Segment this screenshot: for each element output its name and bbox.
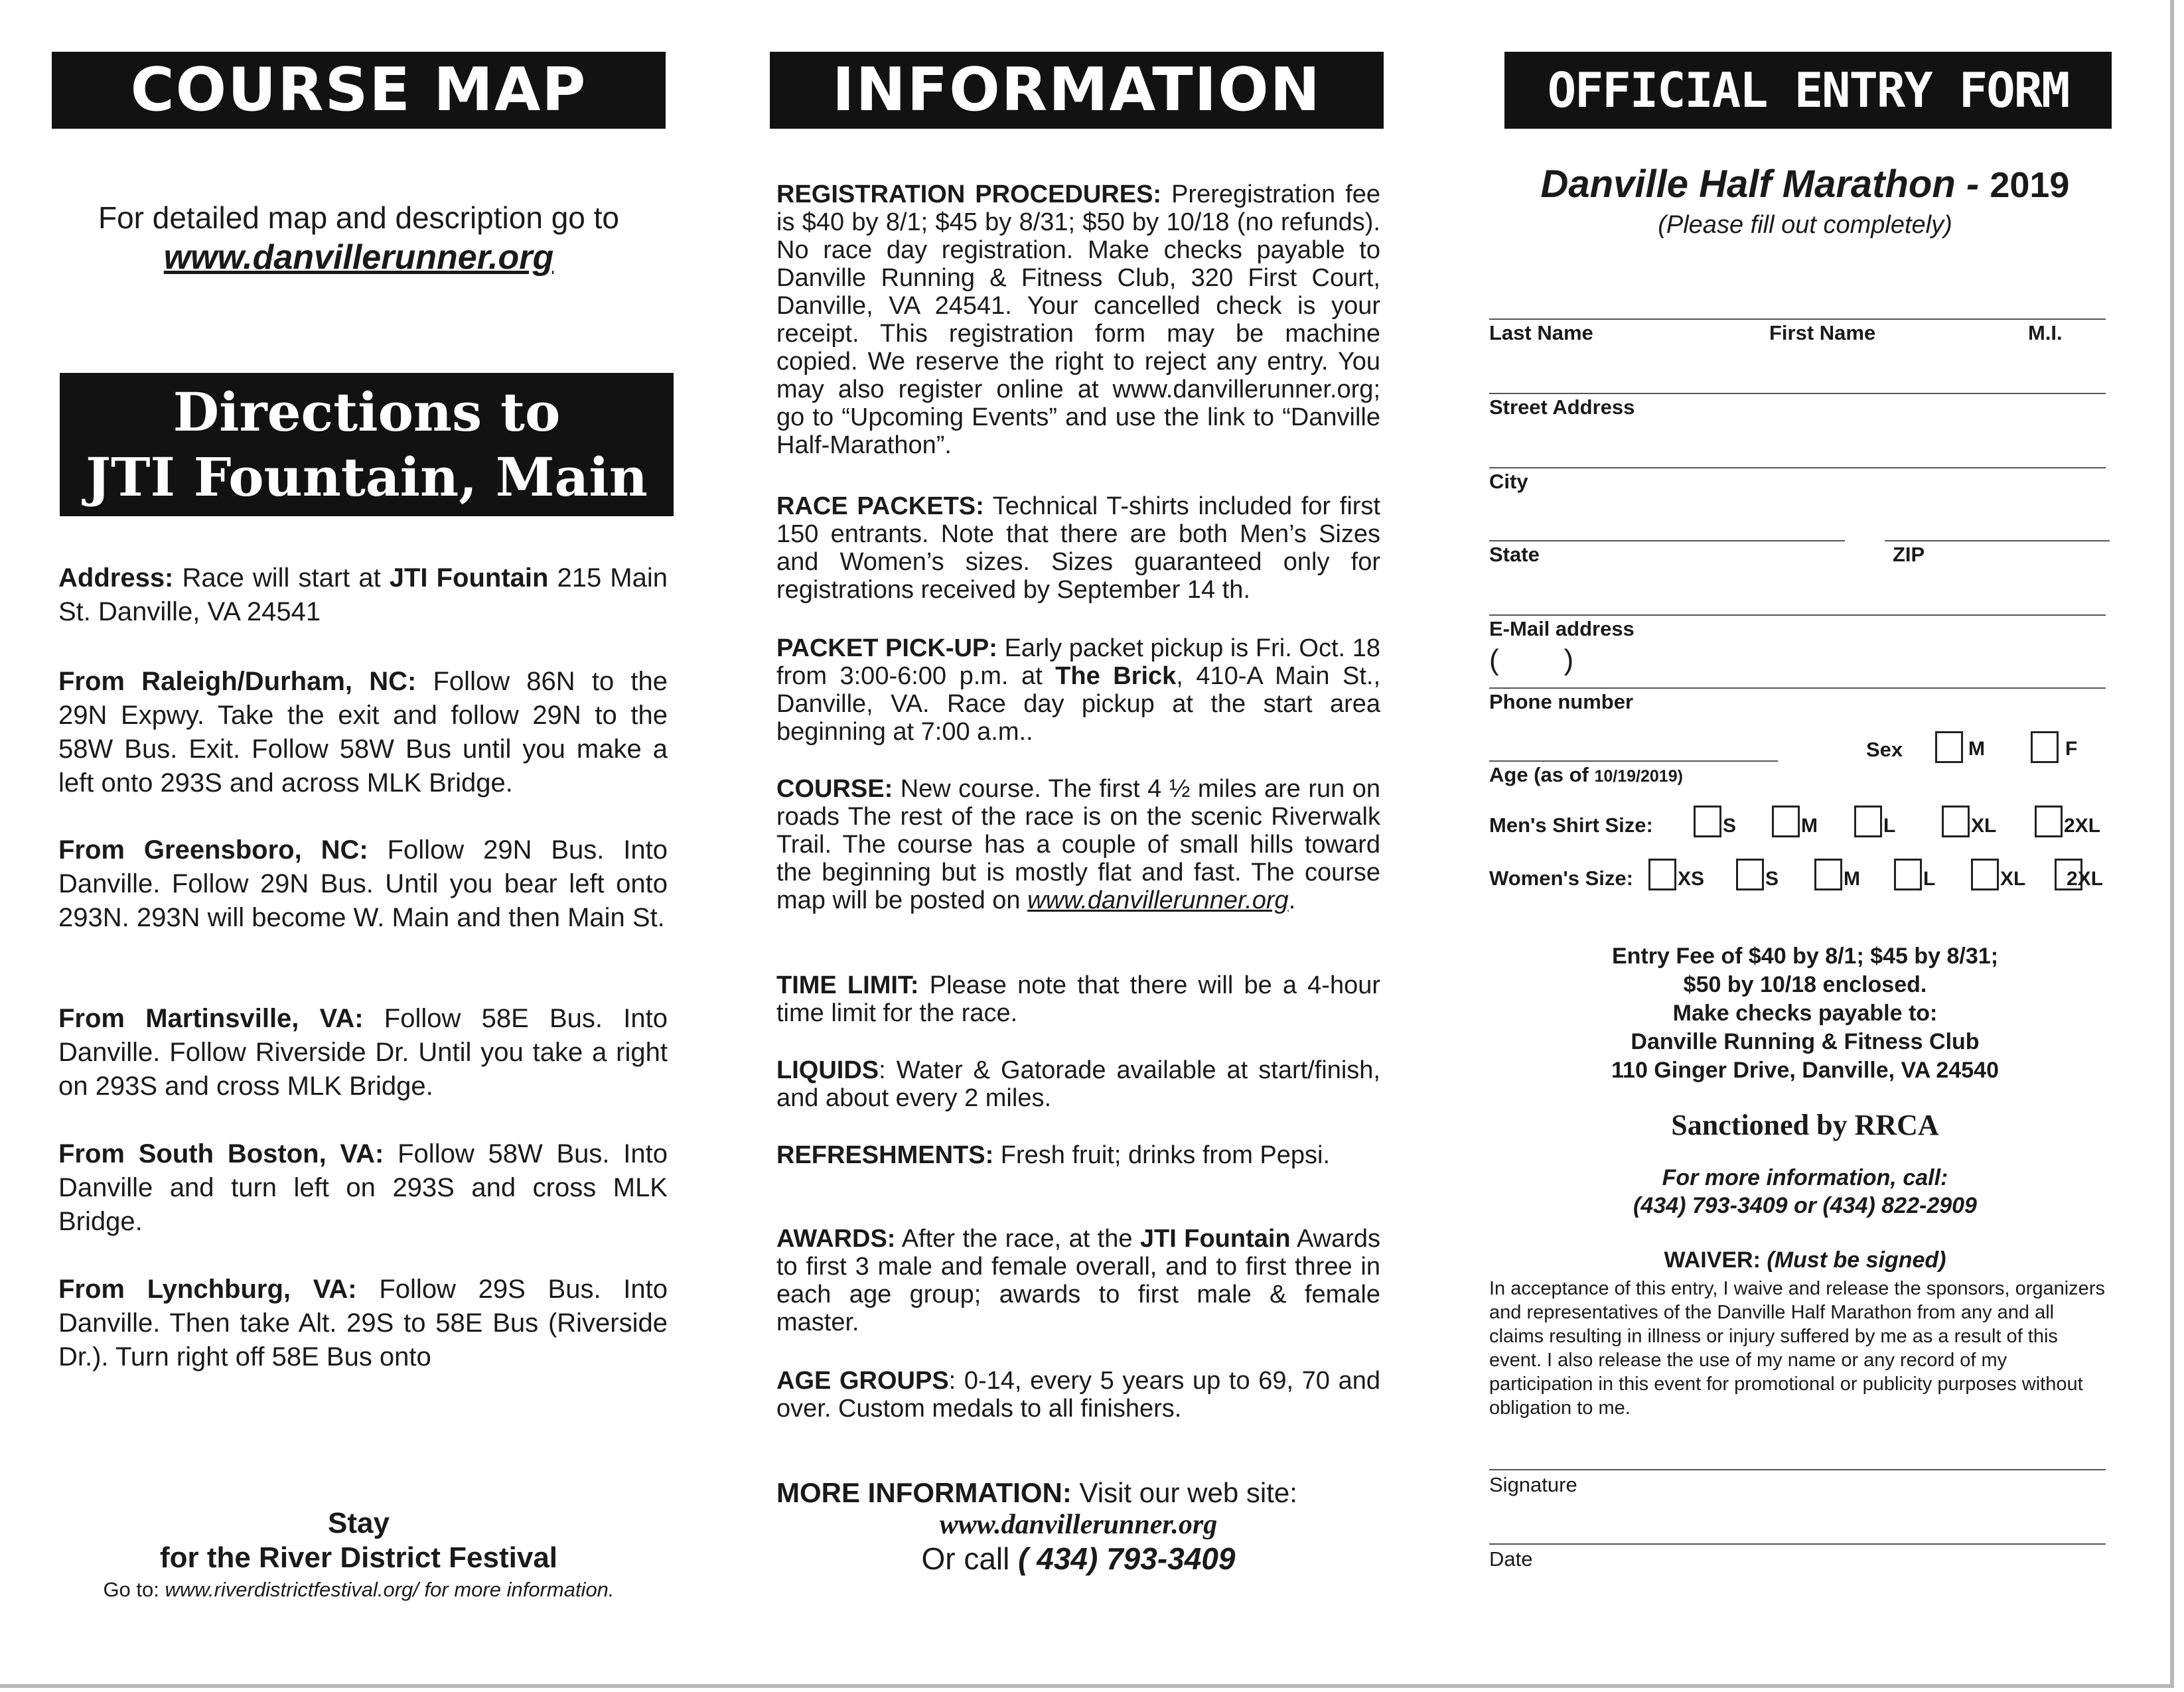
more-info-phones: (434) 793-3409 or (434) 822-2909	[1633, 1193, 1977, 1218]
greensboro-label: From Greensboro, NC:	[58, 835, 368, 865]
mens-size-xl-checkbox[interactable]	[1942, 806, 1970, 837]
form-subtitle: (Please fill out completely)	[1658, 211, 1952, 239]
raleigh-text: Follow 86N to the 29N Expwy. Take the exit and follow 29N to the 58W Bus. Exit. Follow 58W Bus until you make a left onto 293S and across MLK Bridge.	[58, 667, 668, 798]
signature-label: Signature	[1489, 1473, 1577, 1496]
sex-label: Sex	[1866, 738, 1903, 761]
address-venue: JTI Fountain	[389, 563, 549, 593]
entry-form-banner: OFFICIAL ENTRY FORM	[1504, 52, 2112, 129]
zip-label: ZIP	[1893, 543, 1925, 566]
pickup-text-cont: , 410-A Main St., Danville, VA. Race day pickup at the start area beginning at 7:00 a.m..	[776, 662, 1380, 746]
fee-line: Make checks payable to:	[1672, 1001, 1938, 1026]
more-info	[776, 1477, 1380, 1509]
womens-size-label: L	[1923, 868, 1936, 890]
womens-size-xs-checkbox[interactable]	[1648, 859, 1676, 890]
raleigh-directions	[58, 665, 668, 800]
fee-line: $50 by 10/18 enclosed.	[1683, 972, 1927, 997]
liquids-label: LIQUIDS	[776, 1056, 879, 1084]
mens-size-label: XL	[1971, 815, 1997, 837]
packets-label: RACE PACKETS:	[776, 492, 984, 520]
course-label: COURSE:	[776, 775, 893, 803]
pickup-paragraph	[776, 634, 1380, 746]
greensboro-text: Follow 29N Bus. Into Danville. Follow 29N Bus. Until you bear left onto 293N. 293N will become W. Main and then Main St.	[58, 835, 668, 932]
map-url-link[interactable]: www.danvillerunner.org	[163, 238, 554, 277]
sanctioned-text: Sanctioned by RRCA	[1671, 1109, 1939, 1141]
more-info-call-label: For more information, call:	[1662, 1165, 1948, 1190]
city-line[interactable]	[1489, 467, 2106, 468]
fee-line: Entry Fee of $40 by 8/1; $45 by 8/31;	[1611, 944, 1999, 969]
sex-m-label: M	[1968, 738, 1985, 760]
mens-size-2xl-checkbox[interactable]	[2035, 806, 2063, 837]
address-paragraph	[58, 561, 668, 629]
womens-size-l-checkbox[interactable]	[1894, 859, 1922, 890]
city-label: City	[1489, 470, 1528, 493]
form-title	[1487, 162, 2124, 206]
course-map-banner: COURSE MAP	[52, 52, 666, 129]
sex-f-checkbox[interactable]	[2031, 731, 2059, 763]
womens-size-m-checkbox[interactable]	[1814, 859, 1842, 890]
southboston-directions	[58, 1137, 668, 1239]
registration-label: REGISTRATION PROCEDURES:	[776, 180, 1162, 208]
goto-suffix: for more information.	[424, 1578, 615, 1601]
name-line[interactable]	[1489, 318, 2106, 320]
womens-size-label: S	[1765, 868, 1779, 890]
signature-line[interactable]	[1489, 1469, 2106, 1470]
sex-f-label: F	[2065, 738, 2078, 760]
awards-paragraph	[776, 1225, 1380, 1336]
information-column	[770, 0, 1387, 1679]
information-banner: INFORMATION	[770, 52, 1384, 129]
phone-label: Phone number	[1489, 690, 1634, 713]
sex-m-checkbox[interactable]	[1935, 731, 1963, 763]
awards-label: AWARDS:	[776, 1225, 896, 1253]
pickup-text: Early packet pickup is Fri. Oct. 18 from 3:00-6:00 p.m. at	[776, 634, 1380, 690]
refreshments-label: REFRESHMENTS:	[776, 1141, 994, 1169]
age-label-text: Age (as of	[1489, 763, 1589, 786]
southboston-label: From South Boston, VA:	[58, 1139, 384, 1168]
call-label: Or call	[921, 1541, 1010, 1576]
packets-paragraph	[776, 492, 1380, 604]
lynchburg-label: From Lynchburg, VA:	[58, 1275, 357, 1304]
course-end: .	[1288, 886, 1296, 914]
more-info-text: Visit our web site:	[1079, 1477, 1297, 1508]
directions-banner-line2: JTI Fountain, Main St.	[86, 446, 648, 573]
age-label	[1489, 763, 1683, 787]
last-name-label: Last Name	[1489, 321, 1593, 344]
raleigh-label: From Raleigh/Durham, NC:	[58, 667, 417, 696]
time-limit-paragraph	[776, 971, 1380, 1027]
lynchburg-directions	[58, 1273, 668, 1374]
registration-paragraph	[776, 180, 1380, 459]
street-label: Street Address	[1489, 395, 1635, 419]
liquids-text: : Water & Gatorade available at start/finish, and about every 2 miles.	[776, 1056, 1380, 1112]
phone-line[interactable]	[1489, 687, 2106, 689]
call-phone: ( 434) 793-3409	[1018, 1541, 1236, 1576]
age-groups-paragraph	[776, 1367, 1380, 1423]
womens-size-xl-checkbox[interactable]	[1971, 859, 1999, 890]
awards-venue: JTI Fountain	[1139, 1225, 1291, 1253]
entry-fee-block	[1487, 942, 2124, 1085]
mens-size-label: M	[1801, 815, 1818, 837]
greensboro-directions	[58, 833, 668, 935]
mens-size-label: S	[1723, 815, 1737, 837]
entry-form-column	[1487, 0, 2124, 1679]
festival-note	[52, 1506, 666, 1575]
date-label: Date	[1489, 1547, 1533, 1571]
call-line	[770, 1541, 1387, 1577]
time-limit-text: Please note that there will be a 4-hour time limit for the race.	[776, 971, 1381, 1027]
festival-url-link[interactable]: www.riverdistrictfestival.org/	[165, 1578, 419, 1601]
stay-heading: Stay	[328, 1507, 390, 1539]
mens-size-label: L	[1883, 815, 1896, 837]
course-paragraph	[776, 775, 1380, 914]
email-line[interactable]	[1489, 614, 2106, 616]
martinsville-directions	[58, 1002, 668, 1103]
martinsville-label: From Martinsville, VA:	[58, 1004, 364, 1033]
state-label: State	[1489, 543, 1540, 566]
directions-banner-line1: Directions to	[173, 381, 561, 443]
womens-size-label: XL	[2000, 868, 2026, 890]
map-description	[52, 198, 666, 278]
mens-size-l-checkbox[interactable]	[1854, 806, 1882, 837]
womens-size-label: XS	[1678, 868, 1705, 890]
festival-goto	[52, 1578, 666, 1602]
festival-heading: for the River District Festival	[159, 1541, 558, 1574]
womens-size-s-checkbox[interactable]	[1736, 859, 1764, 890]
fee-line: Danville Running & Fitness Club	[1631, 1029, 1980, 1054]
email-label: E-Mail address	[1489, 617, 1635, 640]
waiver-label: WAIVER:	[1664, 1247, 1761, 1273]
registration-text: Preregistration fee is $40 by 8/1; $45 by 8/31; $50 by 10/18 (no refunds). No race day registration. Make checks payable to Danville Running & Fitness Club, 320 First Court, Danville, VA 24541. Your cancelled check is your receipt. This registration form may be machine copied. We reserve the right to reject any entry. You may also register online at www.danvillerunner.org; go to “Upcoming Events” and use the link to “Danville Half-Marathon”.	[776, 180, 1380, 459]
age-groups-label: AGE GROUPS	[776, 1367, 949, 1395]
mens-shirt-label: Men's Shirt Size:	[1489, 813, 1653, 837]
age-groups-text: : 0-14, every 5 years up to 69, 70 and over. Custom medals to all finishers.	[776, 1367, 1380, 1423]
state-line[interactable]	[1489, 540, 1845, 541]
mi-label: M.I.	[2028, 321, 2063, 344]
date-line[interactable]	[1489, 1543, 2106, 1545]
womens-size-label: M	[1844, 868, 1860, 890]
more-info-label: MORE INFORMATION:	[776, 1477, 1072, 1508]
age-date: 10/19/2019)	[1594, 767, 1683, 786]
fee-line: 110 Ginger Drive, Danville, VA 24540	[1611, 1058, 1999, 1083]
course-url-link[interactable]: www.danvillerunner.org	[1027, 886, 1289, 914]
more-info-call	[1487, 1164, 2124, 1220]
address-text: Race will start at	[182, 563, 381, 593]
street-line[interactable]	[1489, 393, 2106, 394]
mens-size-label: 2XL	[2064, 815, 2101, 837]
time-limit-label: TIME LIMIT:	[776, 971, 919, 999]
course-map-column	[52, 0, 682, 1679]
course-text: New course. The first 4 ½ miles are run on roads The rest of the race is on the scenic Riverwalk Trail. The course has a couple of small hills toward the beginning but is mostly flat and fast. The course map will be posted on	[776, 775, 1380, 914]
pickup-venue: The Brick	[1055, 662, 1177, 690]
address-street: 215 Main St. Danville, VA 24541	[58, 563, 668, 626]
more-info-url-link[interactable]: www.danvillerunner.org	[939, 1510, 1218, 1540]
directions-banner	[60, 373, 674, 573]
refreshments-paragraph	[776, 1141, 1380, 1169]
packets-text: Technical T-shirts included for first 150 entrants. Note that there are both Men’s Sizes and Women’s sizes. Sizes guaranteed only for registrations received by September 14 th.	[776, 492, 1380, 604]
lynchburg-text: Follow 29S Bus. Into Danville. Then take Alt. 29S to 58E Bus (Riverside Dr.). Turn right off 58E Bus onto	[58, 1275, 668, 1372]
womens-size-label: Women's Size:	[1489, 867, 1633, 890]
womens-size-label: 2XL	[2067, 868, 2104, 890]
address-label: Address:	[58, 563, 174, 593]
phone-area-code: ( )	[1489, 644, 1574, 676]
southboston-text: Follow 58W Bus. Into Danville and turn left on 293S and cross MLK Bridge.	[58, 1139, 668, 1236]
pickup-label: PACKET PICK-UP:	[776, 634, 997, 662]
mens-size-m-checkbox[interactable]	[1772, 806, 1800, 837]
waiver-note: (Must be signed)	[1767, 1247, 1946, 1273]
form-title-text: Danville Half Marathon -	[1540, 163, 1980, 206]
liquids-paragraph	[776, 1056, 1380, 1112]
zip-line[interactable]	[1885, 540, 2110, 541]
map-line: For detailed map and description go to	[98, 200, 620, 235]
goto-label: Go to:	[103, 1578, 159, 1601]
age-line[interactable]	[1489, 760, 1778, 762]
form-year: 2019	[1990, 165, 2070, 205]
refreshments-text: Fresh fruit; drinks from Pepsi.	[1000, 1141, 1331, 1169]
waiver-text: In acceptance of this entry, I waive and release the sponsors, organizers and representatives of the Danville Half Marathon from any and all claims resulting in illness or injury suffered by me as a result of this event. I also release the use of my name or any record of my participation in this event for promotional or publicity purposes without obligation to me.	[1489, 1278, 2105, 1419]
mens-size-s-checkbox[interactable]	[1694, 806, 1721, 837]
awards-text: After the race, at the	[901, 1225, 1133, 1253]
awards-text-cont: Awards to first 3 male and female overall, and to first three in each age group; awards to first male & female master.	[776, 1225, 1381, 1336]
martinsville-text: Follow 58E Bus. Into Danville. Follow Riverside Dr. Until you take a right on 293S and cross MLK Bridge.	[58, 1004, 668, 1101]
first-name-label: First Name	[1769, 321, 1876, 344]
waiver-heading	[1487, 1247, 2124, 1273]
